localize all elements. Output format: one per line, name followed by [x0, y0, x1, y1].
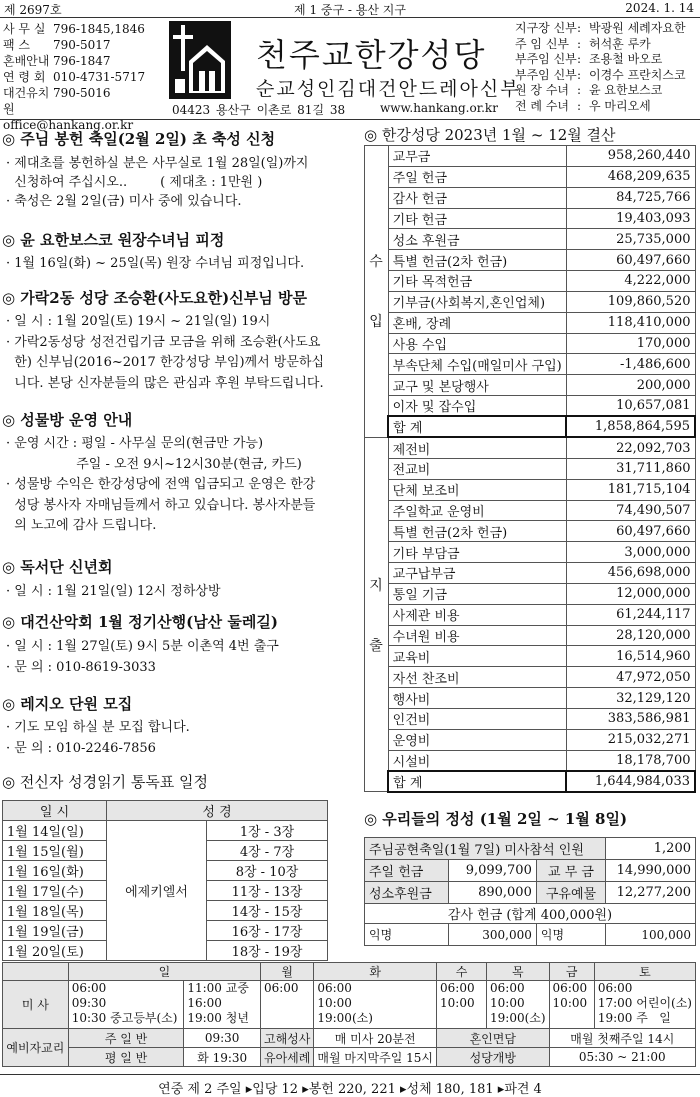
finance-row [365, 667, 696, 688]
finance-item: 이자 및 잡수입 [388, 396, 566, 417]
finance-total-label: 합 계 [388, 416, 566, 437]
finance-amount: 61,244,117 [566, 604, 695, 625]
contact-label: 대건유치원 [3, 86, 50, 116]
other-value: 05:30 ~ 21:00 [549, 1048, 695, 1067]
finance-item: 사용 수입 [388, 333, 566, 354]
finance-row [365, 500, 696, 521]
finance-item: 교구 및 본당행사 [388, 375, 566, 396]
donation: 100,000 [606, 924, 696, 946]
mon-mass: 06:00 [260, 981, 313, 1029]
separator: : [577, 67, 582, 82]
reading-date: 1월 15일(월) [3, 841, 107, 861]
finance-row [365, 750, 696, 771]
finance-side-label [365, 437, 389, 792]
staff-row [515, 52, 686, 68]
other-value: 매월 마지막주일 15시 [314, 1048, 437, 1067]
staff-role: 지구장 신부 [515, 21, 577, 35]
finance-row [365, 229, 696, 250]
reading-date: 1월 17일(수) [3, 881, 107, 901]
reading-chapters: 11장 - 13장 [207, 881, 328, 901]
finance-amount: 3,000,000 [566, 542, 695, 563]
finance-row [365, 250, 696, 271]
section-line: 신청하여 주십시오.. ( 제대초 : 1만원 ) [6, 175, 263, 190]
finance-row [365, 375, 696, 396]
finance-item: 교무금 [388, 146, 566, 167]
side-char: 수 [369, 254, 383, 271]
finance-row [365, 708, 696, 729]
finance-row [365, 396, 696, 417]
staff-row [515, 99, 686, 115]
section-title: ◎ 레지오 단원 모집 [2, 695, 133, 713]
day-fri: 금 [549, 963, 594, 981]
separator: : [577, 52, 582, 67]
corner-cell [3, 963, 69, 981]
separator: : [577, 83, 582, 98]
section-line: · 운영 시간 : 평일 - 사무실 문의(현금만 가능) [6, 436, 264, 451]
gift-value: 9,099,700 [448, 860, 536, 882]
finance-side-label [365, 146, 389, 438]
gift-title: ◎ 우리들의 정성 (1월 2일 ~ 1월 8일) [364, 810, 628, 828]
staff-name: 우 마리오세 [589, 98, 651, 113]
finance-item: 자선 찬조비 [388, 667, 566, 688]
gift-value: 14,990,000 [606, 860, 696, 882]
day-thu: 목 [487, 963, 550, 981]
issue-number: 제 2697호 [4, 3, 62, 17]
finance-amount: 31,711,860 [566, 458, 695, 479]
finance-amount: 32,129,120 [566, 688, 695, 709]
day-mon: 월 [260, 963, 313, 981]
reading-header-date: 일 시 [3, 801, 107, 821]
contact-value: 790-5017 [53, 38, 111, 52]
finance-item: 기부금(사회복지,혼인업체) [388, 291, 566, 312]
staff-row [515, 21, 686, 37]
contact-label: 혼배안내 [3, 54, 50, 68]
contact-row [3, 37, 145, 53]
day-sun: 일 [68, 963, 260, 981]
finance-amount: 118,410,000 [566, 312, 695, 333]
contact-value: 790-5016 [53, 86, 111, 100]
contact-list [3, 21, 145, 133]
reading-date: 1월 16일(화) [3, 861, 107, 881]
finance-item: 기타 목적헌금 [388, 271, 566, 292]
finance-item: 단체 보조비 [388, 479, 566, 500]
attendance-value: 1,200 [606, 838, 696, 860]
website[interactable]: www.hankang.or.kr [380, 101, 498, 115]
thanks-label: 감사 헌금 (합계 400,000원) [365, 904, 696, 924]
patron-saint: 순교성인김대건안드레아신부 [256, 78, 521, 100]
section-line: · 기도 모임 하실 분 모집 합니다. [6, 720, 190, 735]
finance-row [365, 625, 696, 646]
section-line: · 일 시 : 1월 21일(일) 12시 정하상방 [6, 584, 221, 599]
reading-chapters: 4장 - 7장 [207, 841, 328, 861]
staff-name: 박광원 세례자요한 [589, 21, 686, 35]
class-time: 화 19:30 [184, 1048, 261, 1067]
district: 제 1 중구 - 용산 지구 [294, 3, 406, 17]
mass-label: 미 사 [3, 981, 69, 1029]
bible-reading-table [2, 800, 328, 961]
staff-name: 허석훈 루카 [589, 36, 651, 51]
finance-amount: -1,486,600 [566, 354, 695, 375]
separator: : [577, 21, 582, 35]
finance-item: 성소 후원금 [388, 229, 566, 250]
other-label: 성당개방 [437, 1048, 550, 1067]
finance-amount: 84,725,766 [566, 187, 695, 208]
finance-amount: 19,403,093 [566, 208, 695, 229]
staff-name: 윤 요한보스코 [589, 83, 663, 98]
finance-item: 기타 부담금 [388, 542, 566, 563]
reading-book: 에제키엘서 [107, 821, 207, 961]
staff-row [515, 68, 686, 84]
class-name: 평 일 반 [68, 1048, 184, 1067]
finance-row [365, 563, 696, 584]
contact-label: 팩 스 [3, 38, 30, 52]
finance-item: 사제관 비용 [388, 604, 566, 625]
day-wed: 수 [437, 963, 487, 981]
section-line: · 문 의 : 010-2246-7856 [6, 740, 156, 756]
side-char: 출 [369, 637, 383, 654]
finance-item: 감사 헌금 [388, 187, 566, 208]
finance-item: 제전비 [388, 437, 566, 458]
other-label: 고해성사 [260, 1029, 313, 1048]
finance-amount: 456,698,000 [566, 563, 695, 584]
finance-total-row [365, 416, 696, 437]
gift-table [364, 837, 696, 946]
finance-item: 수녀원 비용 [388, 625, 566, 646]
section-line: 니다. 본당 신자분들의 많은 관심과 후원 부탁드립니다. [6, 375, 324, 391]
fri-mass: 06:00 10:00 [549, 981, 594, 1029]
church-logo [169, 21, 231, 99]
finance-amount: 22,092,703 [566, 437, 695, 458]
finance-row [365, 437, 696, 458]
reading-chapters: 8장 - 10장 [207, 861, 328, 881]
contact-row [3, 85, 145, 117]
class-name: 주 일 반 [68, 1029, 184, 1048]
reading-date: 1월 20일(토) [3, 941, 107, 961]
finance-row [365, 291, 696, 312]
finance-item: 특별 헌금(2차 헌금) [388, 250, 566, 271]
liturgy-footer: 연중 제 2 주일 ▸입당 12 ▸봉헌 220, 221 ▸성체 180, 181 ▸파견 4 [0, 1074, 700, 1097]
reading-chapters: 18장 - 19장 [207, 941, 328, 961]
contact-value: 796-1845,1846 [53, 22, 145, 36]
issue-date: 2024. 1. 14 [625, 1, 694, 15]
other-label: 혼인면담 [437, 1029, 550, 1048]
finance-row [365, 479, 696, 500]
staff-row [515, 37, 686, 53]
section-line: · 일 시 : 1월 27일(토) 9시 5분 이촌역 4번 출구 [6, 639, 279, 654]
staff-role: 전 례 수녀 [515, 98, 569, 113]
contact-row [3, 21, 145, 37]
section-title: ◎ 가락2동 성당 조승환(사도요한)신부님 방문 [2, 289, 307, 307]
staff-name: 조용철 바오로 [589, 52, 663, 67]
finance-amount: 18,178,700 [566, 750, 695, 771]
section-line: · 축성은 2월 2일(금) 미사 중에 있습니다. [6, 194, 242, 209]
thu-mass: 06:00 10:00 19:00(소) [487, 981, 550, 1029]
top-bar [0, 0, 700, 18]
finance-item: 부속단체 수입(매일미사 구입) [388, 354, 566, 375]
reading-header-bible: 성 경 [107, 801, 328, 821]
finance-item: 운영비 [388, 729, 566, 750]
gift-label: 주일 헌금 [365, 860, 449, 882]
contact-row [3, 53, 145, 69]
section-line: · 성물방 수익은 한강성당에 전액 입금되고 운영은 한강 [6, 477, 316, 492]
finance-row [365, 333, 696, 354]
finance-total-amount: 1,858,864,595 [566, 416, 695, 437]
section-title: ◎ 대건산악회 1월 정기산행(남산 둘레길) [2, 613, 278, 631]
gift-value: 890,000 [448, 882, 536, 904]
donor: 익명 [536, 924, 605, 946]
class-time: 09:30 [184, 1029, 261, 1048]
section-line: 한) 신부님(2016~2017 한강성당 부임)께서 방문하십 [6, 355, 324, 370]
finance-row [365, 271, 696, 292]
staff-role: 부주임 신부 [515, 67, 577, 82]
contact-label: 연 령 회 [3, 70, 46, 84]
section-line: · 문 의 : 010-8619-3033 [6, 659, 156, 675]
side-char: 지 [369, 577, 383, 594]
sat-mass: 06:00 17:00 어린이(소) 19:00 주 일 [594, 981, 695, 1029]
finance-item: 교구납부금 [388, 563, 566, 584]
finance-total-label: 합 계 [388, 771, 566, 792]
donor: 익명 [365, 924, 449, 946]
finance-row [365, 521, 696, 542]
church-cross-icon [169, 21, 231, 99]
section-line: 성당 봉사자 자매님들께서 하고 있습니다. 봉사자분들 [6, 497, 316, 513]
contact-value: 010-4731-5717 [53, 70, 146, 84]
finance-row [365, 604, 696, 625]
side-char: 입 [369, 314, 383, 331]
finance-amount: 16,514,960 [566, 646, 695, 667]
separator: : [577, 36, 582, 51]
finance-total-amount: 1,644,984,033 [566, 771, 695, 792]
separator: : [577, 98, 582, 113]
gift-label: 교 무 금 [536, 860, 605, 882]
mass-schedule-table [2, 962, 696, 1067]
finance-item: 인건비 [388, 708, 566, 729]
church-name: 천주교한강성당 [256, 36, 487, 74]
masthead [0, 17, 700, 132]
finance-amount: 200,000 [566, 375, 695, 396]
finance-amount: 10,657,081 [566, 396, 695, 417]
reading-chapters: 16장 - 17장 [207, 921, 328, 941]
contact-value: 796-1847 [53, 54, 111, 68]
staff-role: 원 장 수녀 [515, 83, 569, 98]
other-value: 매 미사 20분전 [314, 1029, 437, 1048]
finance-row [365, 542, 696, 563]
finance-item: 주일학교 운영비 [388, 500, 566, 521]
finance-amount: 60,497,660 [566, 250, 695, 271]
section-title: ◎ 전신자 성경읽기 통독표 일정 [2, 773, 209, 791]
section-line: 주일 - 오전 9시~12시30분(현금, 카드) [6, 456, 302, 472]
section-line: · 일 시 : 1월 20일(토) 19시 ~ 21일(일) 19시 [6, 314, 271, 329]
finance-amount: 215,032,271 [566, 729, 695, 750]
sun-mass-2: 11:00 교중 16:00 19:00 청년 [184, 981, 261, 1029]
finance-item: 교육비 [388, 646, 566, 667]
donation: 300,000 [448, 924, 536, 946]
finance-total-row [365, 771, 696, 792]
finance-item: 기타 헌금 [388, 208, 566, 229]
finance-row [365, 458, 696, 479]
section-title: ◎ 성물방 운영 안내 [2, 411, 133, 429]
finance-amount: 60,497,660 [566, 521, 695, 542]
other-label: 유아세례 [260, 1048, 313, 1067]
finance-amount: 25,735,000 [566, 229, 695, 250]
finance-item: 시설비 [388, 750, 566, 771]
finance-row [365, 354, 696, 375]
finance-item: 혼배, 장례 [388, 312, 566, 333]
section-line: · 제대초를 봉헌하실 분은 사무실로 1월 28일(일)까지 [6, 156, 309, 171]
reading-date: 1월 19일(금) [3, 921, 107, 941]
gift-label: 구유예물 [536, 882, 605, 904]
day-sat: 토 [594, 963, 695, 981]
section-line: · 1월 16일(화) ~ 25일(목) 원장 수녀님 피정입니다. [6, 256, 305, 271]
staff-role: 부주임 신부 [515, 52, 577, 67]
finance-amount: 12,000,000 [566, 583, 695, 604]
finance-row [365, 312, 696, 333]
staff-list [515, 21, 686, 115]
finance-amount: 383,586,981 [566, 708, 695, 729]
finance-item: 특별 헌금(2차 헌금) [388, 521, 566, 542]
other-value: 매월 첫째주일 14시 [549, 1029, 695, 1048]
sun-mass-1: 06:00 09:30 10:30 중고등부(소) [68, 981, 184, 1029]
section-title: ◎ 주님 봉헌 축일(2월 2일) 초 축성 신청 [2, 130, 276, 148]
section-title: ◎ 독서단 신년회 [2, 558, 113, 576]
section-line: 의 노고에 감사 드립니다. [6, 518, 157, 533]
finance-row [365, 187, 696, 208]
address: 04423 용산구 이촌로 81길 38 [172, 103, 346, 117]
gift-value: 12,277,200 [606, 882, 696, 904]
finance-amount: 958,260,440 [566, 146, 695, 167]
finance-amount: 47,972,050 [566, 667, 695, 688]
finance-amount: 109,860,520 [566, 291, 695, 312]
finance-row [365, 688, 696, 709]
class-label: 예비자교리 [3, 1029, 69, 1067]
finance-row [365, 208, 696, 229]
staff-role: 주 임 신부 [515, 36, 569, 51]
finance-amount: 74,490,507 [566, 500, 695, 521]
day-tue: 화 [314, 963, 437, 981]
tue-mass: 06:00 10:00 19:00(소) [314, 981, 437, 1029]
section-title: ◎ 윤 요한보스코 원장수녀님 피정 [2, 231, 225, 249]
wed-mass: 06:00 10:00 [437, 981, 487, 1029]
finance-row [365, 166, 696, 187]
finance-row [365, 146, 696, 167]
finance-item: 전교비 [388, 458, 566, 479]
finance-amount: 28,120,000 [566, 625, 695, 646]
finance-amount: 4,222,000 [566, 271, 695, 292]
contact-label: 사 무 실 [3, 22, 46, 36]
finance-item: 행사비 [388, 688, 566, 709]
contact-row [3, 69, 145, 85]
staff-name: 이경수 프란치스코 [589, 67, 686, 82]
finance-item: 통일 기금 [388, 583, 566, 604]
reading-date: 1월 14일(일) [3, 821, 107, 841]
finance-row [365, 583, 696, 604]
reading-date: 1월 18일(목) [3, 901, 107, 921]
finance-amount: 468,209,635 [566, 166, 695, 187]
contact-value: office@hankang.or.kr [3, 118, 134, 132]
finance-amount: 170,000 [566, 333, 695, 354]
reading-chapters: 1장 - 3장 [207, 821, 328, 841]
staff-row [515, 83, 686, 99]
gift-label: 성소후원금 [365, 882, 449, 904]
finance-row [365, 729, 696, 750]
reading-row [3, 821, 328, 841]
finance-amount: 181,715,104 [566, 479, 695, 500]
section-line: · 가락2동성당 성전건립기금 모금을 위해 조승환(사도요 [6, 334, 321, 350]
reading-chapters: 14장 - 15장 [207, 901, 328, 921]
attendance-label: 주님공현축일(1월 7일) 미사참석 인원 [365, 838, 606, 860]
finance-title: ◎ 한강성당 2023년 1월 ~ 12월 결산 [364, 126, 616, 144]
finance-item: 주일 헌금 [388, 166, 566, 187]
finance-table [364, 145, 696, 793]
finance-row [365, 646, 696, 667]
